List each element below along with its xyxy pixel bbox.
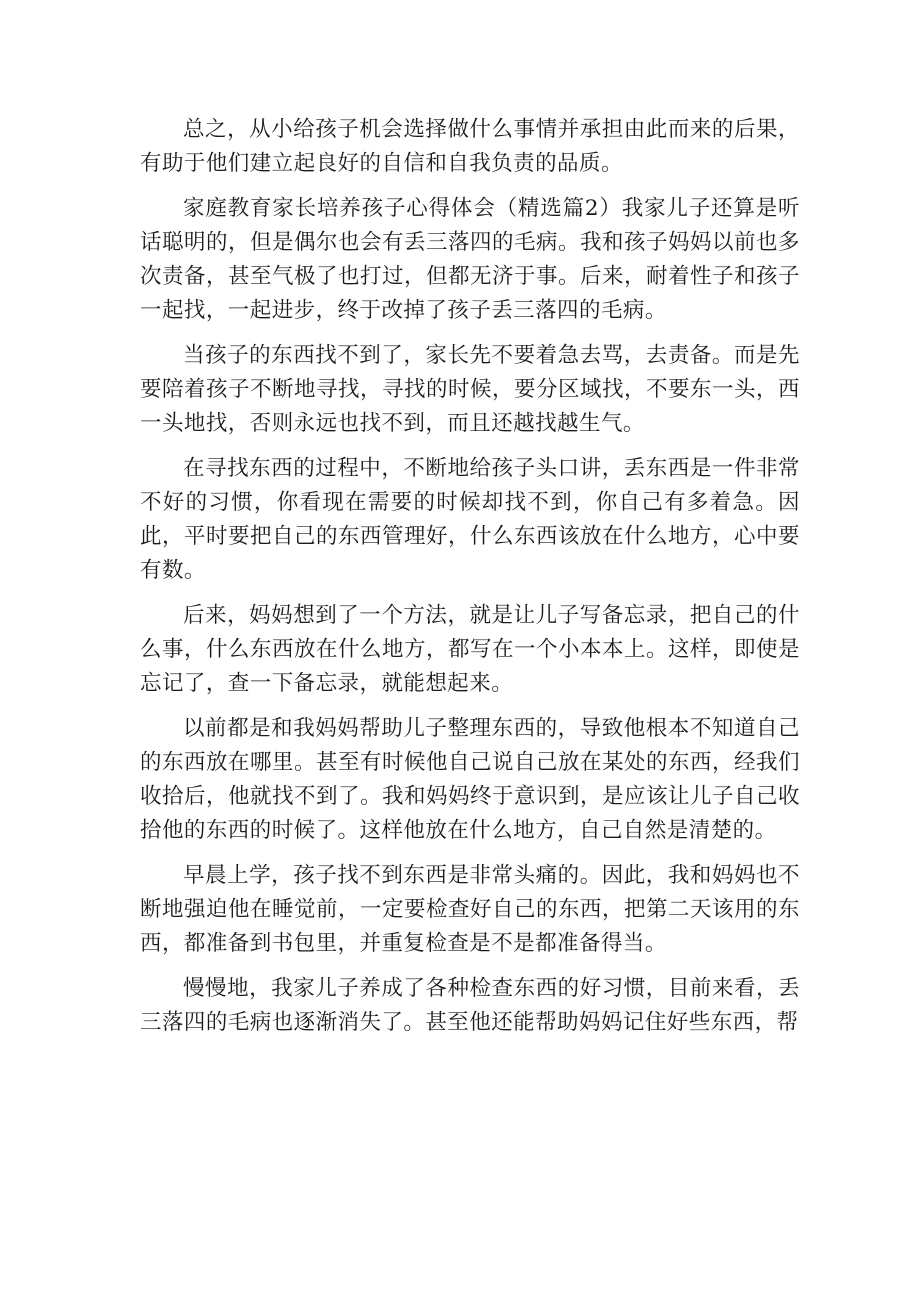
- paragraph-1: 总之，从小给孩子机会选择做什么事情并承担由此而来的后果，有助于他们建立起良好的自信和自我负责的品质。: [140, 117, 800, 176]
- paragraph-7: 早晨上学，孩子找不到东西是非常头痛的。因此，我和妈妈也不断地强迫他在睡觉前，一定要检查好自己的东西，把第二天该用的东西，都准备到书包里，并重复检查是不是都准备得当。: [140, 863, 800, 956]
- paragraph-8: 慢慢地，我家儿子养成了各种检查东西的好习惯，目前来看，丢三落四的毛病也逐渐消失了。甚至他还能帮助妈妈记住好些东西，帮: [140, 976, 800, 1035]
- paragraph-5: 后来，妈妈想到了一个方法，就是让儿子写备忘录，把自己的什么事，什么东西放在什么地方，都写在一个小本本上。这样，即使是忘记了，查一下备忘录，就能想起来。: [140, 603, 800, 696]
- document-body: [140, 113, 800, 1051]
- paragraph-6: 以前都是和我妈妈帮助儿子整理东西的，导致他根本不知道自己的东西放在哪里。甚至有时候他自己说自己放在某处的东西，经我们收拾后，他就找不到了。我和妈妈终于意识到，是应该让儿子自己收拾他的东西的时候了。这样他放在什么地方，自己自然是清楚的。: [140, 716, 800, 843]
- paragraph-4: 在寻找东西的过程中，不断地给孩子头口讲，丢东西是一件非常不好的习惯，你看现在需要的时候却找不到，你自己有多着急。因此，平时要把自己的东西管理好，什么东西该放在什么地方，心中要有数。: [140, 456, 800, 583]
- paragraph-2: 家庭教育家长培养孩子心得体会（精选篇2）我家儿子还算是听话聪明的，但是偶尔也会有丢三落四的毛病。我和孩子妈妈以前也多次责备，甚至气极了也打过，但都无济于事。后来，耐着性子和孩子一起找，一起进步，终于改掉了孩子丢三落四的毛病。: [140, 196, 800, 323]
- paragraph-3: 当孩子的东西找不到了，家长先不要着急去骂，去责备。而是先要陪着孩子不断地寻找，寻找的时候，要分区域找，不要东一头，西一头地找，否则永远也找不到，而且还越找越生气。: [140, 343, 800, 436]
